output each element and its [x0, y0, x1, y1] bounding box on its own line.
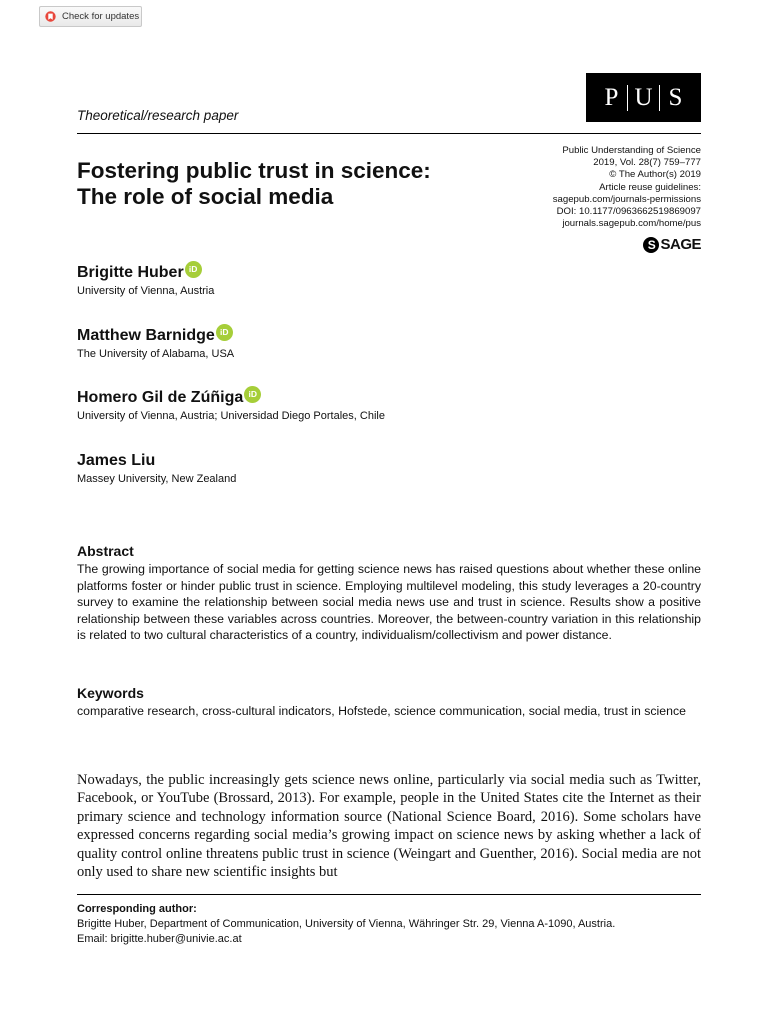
title-line-2: The role of social media — [77, 184, 334, 209]
author-3 — [77, 389, 385, 422]
abstract-heading: Abstract — [77, 543, 134, 559]
journal-logo — [586, 73, 701, 122]
publisher-name: SAGE — [660, 236, 701, 253]
author-2 — [77, 327, 234, 360]
author-affiliation: University of Vienna, Austria; Universidad Diego Portales, Chile — [77, 410, 385, 422]
author-name: Brigitte Huber — [77, 264, 184, 281]
author-affiliation: Massey University, New Zealand — [77, 473, 237, 485]
orcid-icon[interactable]: iD — [216, 324, 233, 341]
author-affiliation: The University of Alabama, USA — [77, 348, 235, 360]
author-affiliation: University of Vienna, Austria — [77, 285, 215, 297]
correspondence — [77, 902, 701, 947]
author-name: James Liu — [77, 452, 156, 469]
paper-type: Theoretical/research paper — [77, 108, 239, 123]
correspondence-address: Brigitte Huber, Department of Communication, University of Vienna, Währinger Str. 29, Vienna A-1090, Austria. — [77, 918, 616, 930]
journal-homepage-link[interactable]: journals.sagepub.com/home/pus — [562, 218, 701, 230]
doi[interactable]: DOI: 10.1177/0963662519869097 — [556, 206, 701, 218]
orcid-icon[interactable]: iD — [185, 261, 202, 278]
author-1 — [77, 264, 214, 297]
body-paragraph: Nowadays, the public increasingly gets science news online, particularly via social media such as Twitter, Facebook, or YouTube (Brossard, 2013). For example, people in the United States cite the Internet as their primary science and technology information source (National Science Board, 2016). Some scholars have expressed concerns regarding social media’s growing impact on science news by asking whether a lack of quality control online threatens public trust in science (Weingart and Guenther, 2016). Social media are not only used to share new scientific insights but — [77, 772, 701, 881]
reuse-guidelines-label: Article reuse guidelines: — [599, 181, 701, 193]
author-name: Matthew Barnidge — [77, 327, 215, 344]
copyright: © The Author(s) 2019 — [609, 169, 701, 181]
correspondence-heading: Corresponding author: — [77, 903, 197, 915]
sage-s-icon: S — [643, 237, 659, 253]
footnote-divider — [77, 894, 701, 895]
publisher-logo — [643, 236, 701, 253]
paper-title — [77, 158, 497, 210]
logo-letter-s: S — [668, 83, 683, 111]
permissions-link[interactable]: sagepub.com/journals-permissions — [552, 193, 701, 205]
correspondence-email[interactable]: Email: brigitte.huber@univie.ac.at — [77, 933, 242, 945]
title-line-1: Fostering public trust in science: — [77, 158, 431, 183]
orcid-icon[interactable]: iD — [244, 386, 261, 403]
author-4 — [77, 452, 236, 485]
header-divider — [77, 133, 701, 134]
journal-volume: 2019, Vol. 28(7) 759–777 — [593, 157, 701, 169]
keywords-heading: Keywords — [77, 685, 144, 701]
keywords-text: comparative research, cross-cultural indicators, Hofstede, science communication, social media, trust in science — [77, 704, 686, 718]
bookmark-icon — [45, 11, 56, 23]
check-for-updates-button[interactable] — [39, 6, 142, 27]
author-name: Homero Gil de Zúñiga — [77, 389, 244, 406]
logo-letter-u: U — [634, 83, 653, 111]
check-for-updates-label: Check for updates — [62, 11, 140, 22]
logo-letter-p: P — [604, 83, 619, 111]
journal-name: Public Understanding of Science — [562, 145, 701, 156]
abstract-text: The growing importance of social media for getting science news has raised questions about whether these online platforms foster or hinder public trust in science. Employing multilevel modeling, this study leverages a 20-country survey to examine the relationship between social media news use and trust in science. Results show a positive relationship between these variables across countries. Moreover, the between-country variation in this relationship is related to two cultural characteristics of a country, individualism/collectivism and power distance. — [77, 562, 701, 643]
